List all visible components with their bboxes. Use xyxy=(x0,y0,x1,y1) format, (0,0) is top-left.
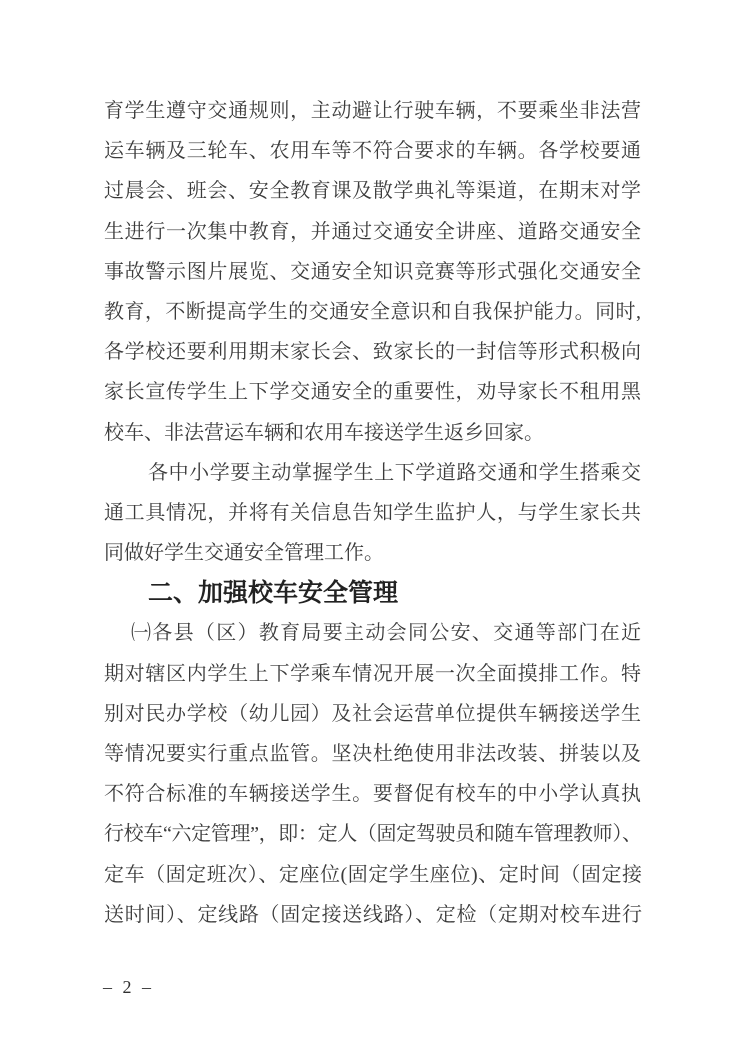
body-line: 事故警示图片展览、交通安全知识竞赛等形式强化交通安全 xyxy=(104,260,641,283)
body-line: 生进行一次集中教育，并通过交通安全讲座、道路交通安全 xyxy=(104,220,641,243)
body-line: 定车（固定班次）、定座位(固定学生座位)、定时间（固定接 xyxy=(104,863,641,886)
body-line: 过晨会、班会、安全教育课及散学典礼等渠道，在期末对学 xyxy=(104,180,641,203)
body-line: 校车、非法营运车辆和农用车接送学生返乡回家。 xyxy=(104,421,544,444)
body-line: 育学生遵守交通规则，主动避让行驶车辆，不要乘坐非法营 xyxy=(104,100,641,122)
body-line: 行校车“六定管理”，即：定人（固定驾驶员和随车管理教师）、 xyxy=(104,823,641,846)
body-line: 家长宣传学生上下学交通安全的重要性，劝导家长不租用黑 xyxy=(104,381,641,404)
body-line: 别对民办学校（幼儿园）及社会运营单位提供车辆接送学生 xyxy=(104,702,641,725)
document-body xyxy=(104,91,641,935)
body-line: 等情况要实行重点监管。坚决杜绝使用非法改装、拼装以及 xyxy=(104,743,641,765)
body-line: 各中小学要主动掌握学生上下学道路交通和学生搭乘交 xyxy=(148,461,641,484)
body-line: 各学校还要利用期末家长会、致家长的一封信等形式积极向 xyxy=(104,341,641,364)
body-line: 教育，不断提高学生的交通安全意识和自我保护能力。同时, xyxy=(104,300,641,323)
body-line: 通工具情况，并将有关信息告知学生监护人，与学生家长共 xyxy=(104,501,641,524)
body-line: 送时间）、定线路（固定接送线路）、定检（定期对校车进行 xyxy=(104,903,641,926)
body-line: 运车辆及三轮车、农用车等不符合要求的车辆。各学校要通 xyxy=(104,140,641,163)
page-number: – 2 – xyxy=(103,977,154,997)
body-line: 不符合标准的车辆接送学生。要督促有校车的中小学认真执 xyxy=(104,783,641,806)
body-line: 期对辖区内学生上下学乘车情况开展一次全面摸排工作。特 xyxy=(104,662,641,685)
body-line: 同做好学生交通安全管理工作。 xyxy=(104,542,384,565)
section-heading: 二、加强校车安全管理 xyxy=(148,579,399,608)
body-line: ㈠各县（区）教育局要主动会同公安、交通等部门在近 xyxy=(131,622,641,645)
